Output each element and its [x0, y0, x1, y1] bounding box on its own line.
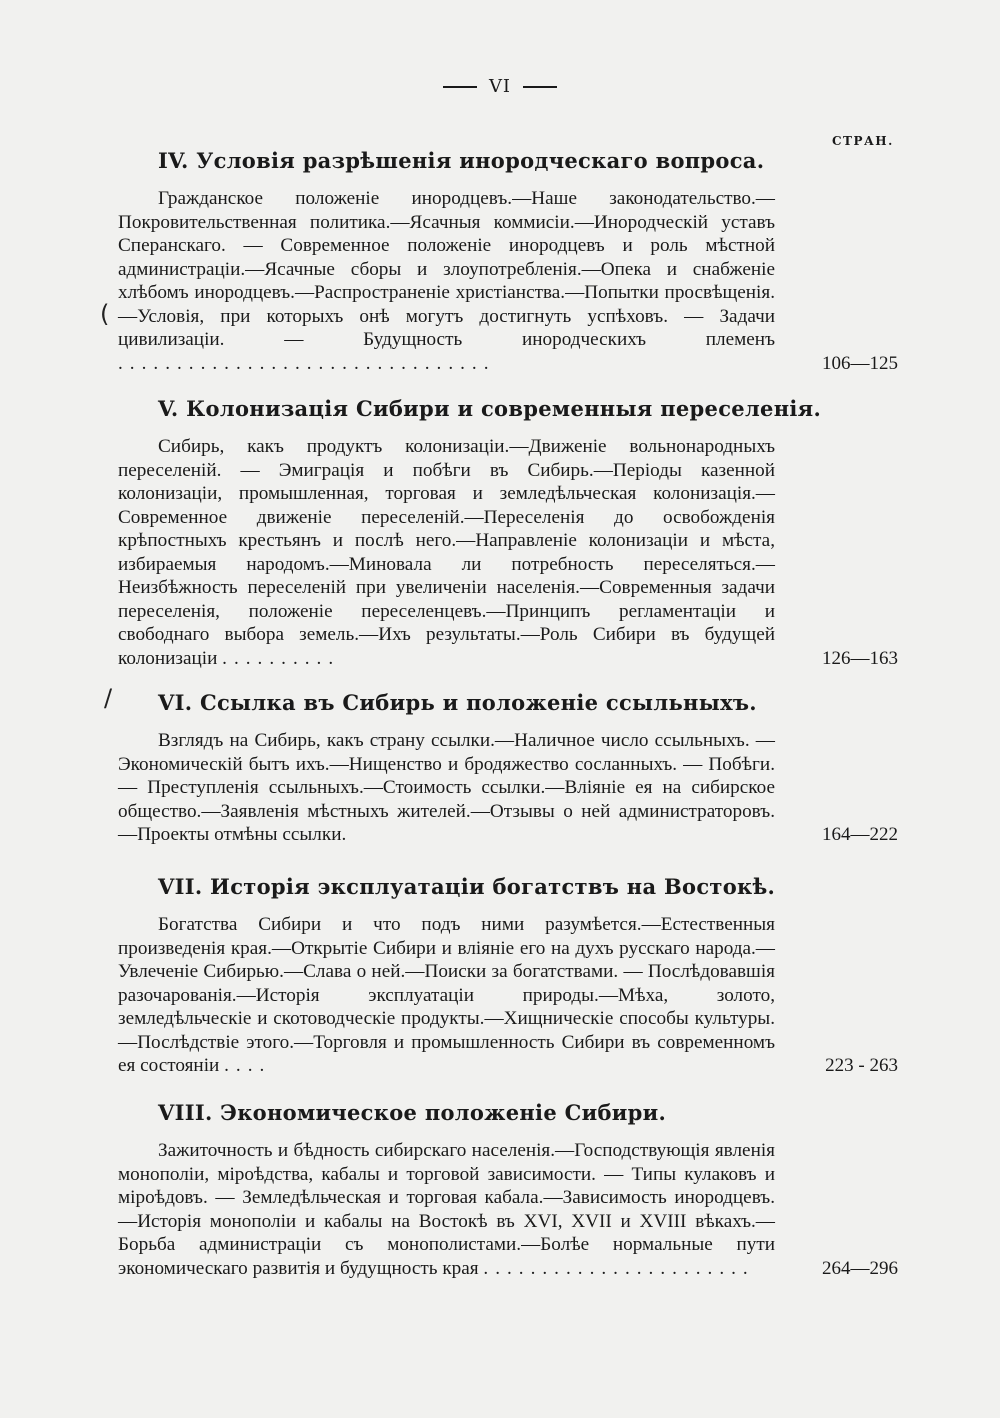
section-title: VIII. Экономическое положеніе Сибири. — [158, 1100, 667, 1125]
section-summary: Гражданское положеніе инородцевъ.—Наше законодательство.—Покровительственная политика.—Ясачныя коммисіи.—Инородческій уставъ Сперанскаго. — Современное положеніе инородцевъ и роль мѣстной администраціи.—Ясачные сборы и злоупотребленія.—Опека и снабженіе хлѣбомъ инородцевъ.—Распространеніе христіанства.—Попытки просвѣщенія.—Условія, при которыхъ онѣ могутъ достигнуть успѣховъ. — Задачи цивилизаціи. — Будущность инородческихъ племенъ ................................ — [118, 188, 775, 374]
header-dash-right — [523, 86, 557, 88]
section-page-range: 126—163 — [822, 647, 898, 669]
toc-section-vii — [118, 874, 898, 1078]
toc-section-viii — [118, 1100, 898, 1280]
section-page-range: 264—296 — [822, 1257, 898, 1279]
pencil-mark-icon: ( — [100, 300, 110, 328]
section-title: V. Колонизація Сибири и современныя переселенія. — [158, 396, 822, 421]
pages-column-label: СТРАН. — [832, 134, 894, 148]
section-page-range: 106—125 — [822, 352, 898, 374]
page-number: VI — [488, 76, 512, 97]
section-summary: Взглядъ на Сибирь, какъ страну ссылки.—Наличное число ссыльныхъ. — Экономическій бытъ ихъ.—Нищенство и бродяжество сосланныхъ. — Побѣги. — Преступленія ссыльныхъ.—Стоимость ссылки.—Вліяніе ея на сибирское общество.—Заявленія мѣстныхъ жителей.—Отзывы о ней администраторовъ.—Проекты отмѣны ссылки. — [118, 730, 775, 845]
pencil-mark-icon: / — [104, 684, 113, 712]
section-summary: Зажиточность и бѣдность сибирскаго населенія.—Господствующія явленія монополіи, міроѣдства, кабалы и торговой зависимости. — Типы кулаковъ и міроѣдовъ. — Земледѣльческая и торговая кабала.—Зависимость инородцевъ.—Исторія монополіи и кабалы на Востокѣ въ XVI, XVII и XVIII вѣкахъ.—Борьба администраціи съ монополистами.—Болѣе нормальные пути экономическаго развитія и будущность края ....................... — [118, 1140, 775, 1279]
section-summary: Сибирь, какъ продуктъ колонизаціи.—Движеніе вольнонародныхъ переселеній. — Эмиграція и побѣги въ Сибирь.—Періоды казенной колонизаціи, промышленная, торговая и земледѣльческая колонизація.—Современное движеніе переселеній.—Переселенія до освобожденія крѣпостныхъ крестьянъ и послѣ него.—Направленіе колонизаціи и мѣста, избираемыя народомъ.—Миновала ли потребность переселяться.—Неизбѣжность переселеній при увеличеніи населенія.—Современныя задачи переселенія, положеніе переселенцевъ.—Принципъ регламентаціи и свободнаго выбора земель.—Ихъ результаты.—Роль Сибири въ будущей колонизаціи .......... — [118, 436, 775, 669]
toc-section-v — [118, 396, 898, 670]
section-title: VI. Ссылка въ Сибирь и положеніе ссыльныхъ. — [158, 690, 757, 715]
page-header — [0, 76, 1000, 97]
section-page-range: 223 - 263 — [825, 1055, 898, 1076]
section-title: VII. Исторія эксплуатаціи богатствъ на Востокѣ. — [158, 874, 776, 899]
toc-section-vi — [118, 690, 898, 847]
section-summary: Богатства Сибири и что подъ ними разумѣется.—Естественныя произведенія края.—Открытіе Сибири и вліяніе его на духъ русскаго народа.—Увлеченіе Сибирью.—Слава о ней.—Поиски за богатствами. — Послѣдовавшія разочарованія.—Исторія эксплуатаціи природы.—Мѣха, золото, земледѣльческіе и скотоводческіе продукты.—Хищническіе способы культуры.—Послѣдствіе этого.—Торговля и промышленность Сибири въ современномъ ея состояніи .... — [118, 914, 775, 1076]
section-page-range: 164—222 — [822, 824, 898, 845]
toc-section-iv — [118, 148, 898, 375]
section-title: IV. Условія разрѣшенія инородческаго вопроса. — [158, 148, 765, 173]
header-dash-left — [443, 86, 477, 88]
